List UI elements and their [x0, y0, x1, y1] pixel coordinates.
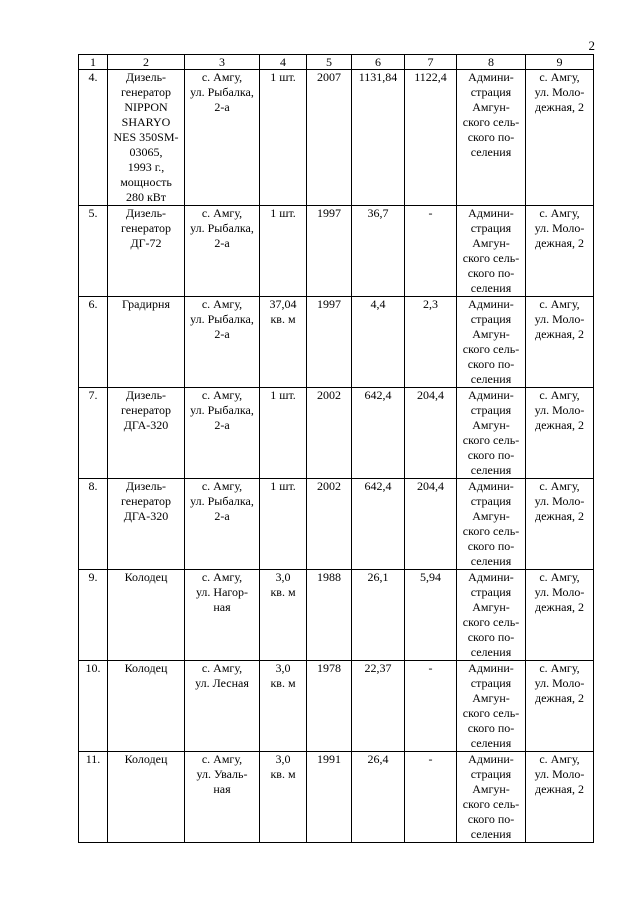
row-number-cell: [79, 70, 108, 206]
item-year-cell: [307, 752, 352, 843]
item-address: с. Амгу, ул. Лесная: [195, 661, 249, 690]
item-value-6-cell: [352, 297, 405, 388]
row-number: 7.: [88, 388, 98, 402]
holder-address: с. Амгу, ул. Моло- дежная, 2: [534, 570, 585, 614]
holder-name: Админи- страция Амгун- ского сель- ского по- селения: [462, 206, 520, 295]
item-year-cell: [307, 570, 352, 661]
item-value-7: -: [428, 752, 433, 766]
item-quantity: 3,0 кв. м: [270, 661, 296, 690]
item-value-6-cell: [352, 388, 405, 479]
row-number-cell: [79, 479, 108, 570]
holder-address-cell: [526, 206, 594, 297]
table-row: [79, 388, 594, 479]
holder-name-cell: [457, 70, 526, 206]
holder-name: Админи- страция Амгун- ского сель- ского по- селения: [462, 70, 520, 159]
item-name: Колодец: [124, 752, 168, 766]
item-name: Колодец: [124, 661, 168, 675]
item-value-6-cell: [352, 206, 405, 297]
row-number: 10.: [85, 661, 101, 675]
item-name-cell: [108, 752, 185, 843]
row-number: 5.: [88, 206, 98, 220]
holder-name: Админи- страция Амгун- ского сель- ского по- селения: [462, 388, 520, 477]
item-quantity-cell: [260, 206, 307, 297]
table-row: [79, 661, 594, 752]
column-header: 2: [108, 55, 185, 70]
holder-name: Админи- страция Амгун- ского сель- ского по- селения: [462, 570, 520, 659]
item-name-cell: [108, 570, 185, 661]
item-address-cell: [185, 752, 260, 843]
item-value-6: 4,4: [370, 297, 386, 311]
item-value-6: 36,7: [367, 206, 389, 220]
item-value-6-cell: [352, 570, 405, 661]
item-value-6-cell: [352, 661, 405, 752]
holder-address-cell: [526, 661, 594, 752]
holder-name: Админи- страция Амгун- ского сель- ского по- селения: [462, 752, 520, 841]
holder-name-cell: [457, 479, 526, 570]
column-header: 8: [457, 55, 526, 70]
item-value-7: -: [428, 206, 433, 220]
item-quantity: 3,0 кв. м: [270, 570, 296, 599]
item-address-cell: [185, 661, 260, 752]
item-year-cell: [307, 297, 352, 388]
item-value-6-cell: [352, 70, 405, 206]
column-header: 5: [307, 55, 352, 70]
item-name-cell: [108, 297, 185, 388]
holder-address: с. Амгу, ул. Моло- дежная, 2: [534, 752, 585, 796]
item-value-6: 642,4: [364, 388, 392, 402]
holder-address-cell: [526, 570, 594, 661]
holder-address-cell: [526, 479, 594, 570]
row-number-cell: [79, 388, 108, 479]
property-table: [78, 54, 594, 843]
item-value-7: 2,3: [423, 297, 438, 311]
item-value-6: 26,1: [367, 570, 389, 584]
item-address: с. Амгу, ул. Рыбалка, 2-а: [190, 479, 254, 523]
holder-address: с. Амгу, ул. Моло- дежная, 2: [534, 206, 585, 250]
column-header: 6: [352, 55, 405, 70]
item-name: Дизель- генератор ДГА-320: [121, 388, 171, 432]
item-name: Дизель- генератор ДГА-320: [121, 479, 171, 523]
row-number: 4.: [88, 70, 98, 84]
item-value-7-cell: [405, 661, 457, 752]
item-year: 1991: [317, 752, 341, 766]
column-header: 3: [185, 55, 260, 70]
holder-address-cell: [526, 70, 594, 206]
holder-name: Админи- страция Амгун- ского сель- ского по- селения: [462, 297, 520, 386]
holder-name-cell: [457, 570, 526, 661]
item-quantity: 1 шт.: [270, 388, 296, 402]
item-year: 1997: [317, 297, 341, 311]
item-value-7-cell: [405, 297, 457, 388]
item-value-7-cell: [405, 570, 457, 661]
item-address: с. Амгу, ул. Уваль- ная: [196, 752, 248, 796]
item-name-cell: [108, 206, 185, 297]
item-quantity-cell: [260, 752, 307, 843]
item-value-7-cell: [405, 752, 457, 843]
item-name-cell: [108, 479, 185, 570]
table-row: [79, 206, 594, 297]
item-address: с. Амгу, ул. Рыбалка, 2-а: [190, 206, 254, 250]
item-name: Дизель- генератор ДГ-72: [121, 206, 171, 250]
item-address-cell: [185, 70, 260, 206]
item-name: Дизель- генератор NIPPON SHARYO NES 350SM- 03065, 1993 г., мощность 280 кВт: [113, 70, 179, 204]
holder-address: с. Амгу, ул. Моло- дежная, 2: [534, 479, 585, 523]
item-value-7-cell: [405, 388, 457, 479]
item-year: 1988: [317, 570, 341, 584]
row-number: 11.: [85, 752, 101, 766]
item-quantity: 1 шт.: [270, 479, 296, 493]
table-row: [79, 297, 594, 388]
row-number: 8.: [88, 479, 98, 493]
item-value-7: -: [428, 661, 433, 675]
item-name-cell: [108, 388, 185, 479]
page-number: 2: [588, 38, 595, 53]
holder-address-cell: [526, 297, 594, 388]
item-name-cell: [108, 70, 185, 206]
item-value-7: 204,4: [417, 388, 444, 402]
item-value-6: 642,4: [364, 479, 392, 493]
holder-name-cell: [457, 661, 526, 752]
holder-name-cell: [457, 206, 526, 297]
holder-address-cell: [526, 388, 594, 479]
item-value-6-cell: [352, 479, 405, 570]
item-quantity-cell: [260, 479, 307, 570]
item-year: 2002: [317, 388, 341, 402]
item-year-cell: [307, 661, 352, 752]
item-year-cell: [307, 70, 352, 206]
column-header: 7: [405, 55, 457, 70]
item-address-cell: [185, 297, 260, 388]
table-row: [79, 479, 594, 570]
column-number-row: [79, 55, 594, 70]
holder-address: с. Амгу, ул. Моло- дежная, 2: [534, 70, 585, 114]
item-value-6: 22,37: [364, 661, 392, 675]
table-row: [79, 70, 594, 206]
holder-address: с. Амгу, ул. Моло- дежная, 2: [534, 388, 585, 432]
item-year: 2007: [317, 70, 341, 84]
item-year: 2002: [317, 479, 341, 493]
holder-address: с. Амгу, ул. Моло- дежная, 2: [534, 661, 585, 705]
row-number: 9.: [88, 570, 98, 584]
item-quantity: 37,04 кв. м: [269, 297, 297, 326]
item-year: 1978: [317, 661, 341, 675]
item-name-cell: [108, 661, 185, 752]
item-quantity-cell: [260, 388, 307, 479]
item-value-6: 1131,84: [358, 70, 398, 84]
column-header: 4: [260, 55, 307, 70]
holder-name-cell: [457, 297, 526, 388]
item-address: с. Амгу, ул. Нагор- ная: [195, 570, 249, 614]
holder-name: Админи- страция Амгун- ского сель- ского по- селения: [462, 479, 520, 568]
item-quantity: 3,0 кв. м: [270, 752, 296, 781]
column-header: 9: [526, 55, 594, 70]
item-address-cell: [185, 479, 260, 570]
row-number-cell: [79, 297, 108, 388]
item-quantity-cell: [260, 70, 307, 206]
holder-address-cell: [526, 752, 594, 843]
item-name: Градирня: [122, 297, 170, 311]
holder-name-cell: [457, 388, 526, 479]
row-number-cell: [79, 206, 108, 297]
item-value-7-cell: [405, 206, 457, 297]
item-address: с. Амгу, ул. Рыбалка, 2-а: [190, 297, 254, 341]
item-quantity-cell: [260, 661, 307, 752]
table-row: [79, 752, 594, 843]
row-number-cell: [79, 570, 108, 661]
item-quantity: 1 шт.: [270, 206, 296, 220]
item-address-cell: [185, 206, 260, 297]
item-value-7: 1122,4: [414, 70, 447, 84]
row-number-cell: [79, 661, 108, 752]
holder-name: Админи- страция Амгун- ского сель- ского по- селения: [462, 661, 520, 750]
column-header: 1: [79, 55, 108, 70]
item-year-cell: [307, 206, 352, 297]
row-number-cell: [79, 752, 108, 843]
item-quantity: 1 шт.: [270, 70, 296, 84]
holder-address: с. Амгу, ул. Моло- дежная, 2: [534, 297, 585, 341]
item-address: с. Амгу, ул. Рыбалка, 2-а: [190, 388, 254, 432]
item-address-cell: [185, 388, 260, 479]
row-number: 6.: [88, 297, 98, 311]
item-value-7-cell: [405, 70, 457, 206]
item-quantity-cell: [260, 570, 307, 661]
holder-name-cell: [457, 752, 526, 843]
item-year: 1997: [317, 206, 341, 220]
item-address: с. Амгу, ул. Рыбалка, 2-а: [190, 70, 254, 114]
item-value-6: 26,4: [367, 752, 389, 766]
item-name: Колодец: [124, 570, 168, 584]
item-value-7: 204,4: [417, 479, 444, 493]
item-value-7-cell: [405, 479, 457, 570]
item-value-6-cell: [352, 752, 405, 843]
table-row: [79, 570, 594, 661]
item-year-cell: [307, 388, 352, 479]
item-address-cell: [185, 570, 260, 661]
item-quantity-cell: [260, 297, 307, 388]
item-value-7: 5,94: [420, 570, 441, 584]
item-year-cell: [307, 479, 352, 570]
